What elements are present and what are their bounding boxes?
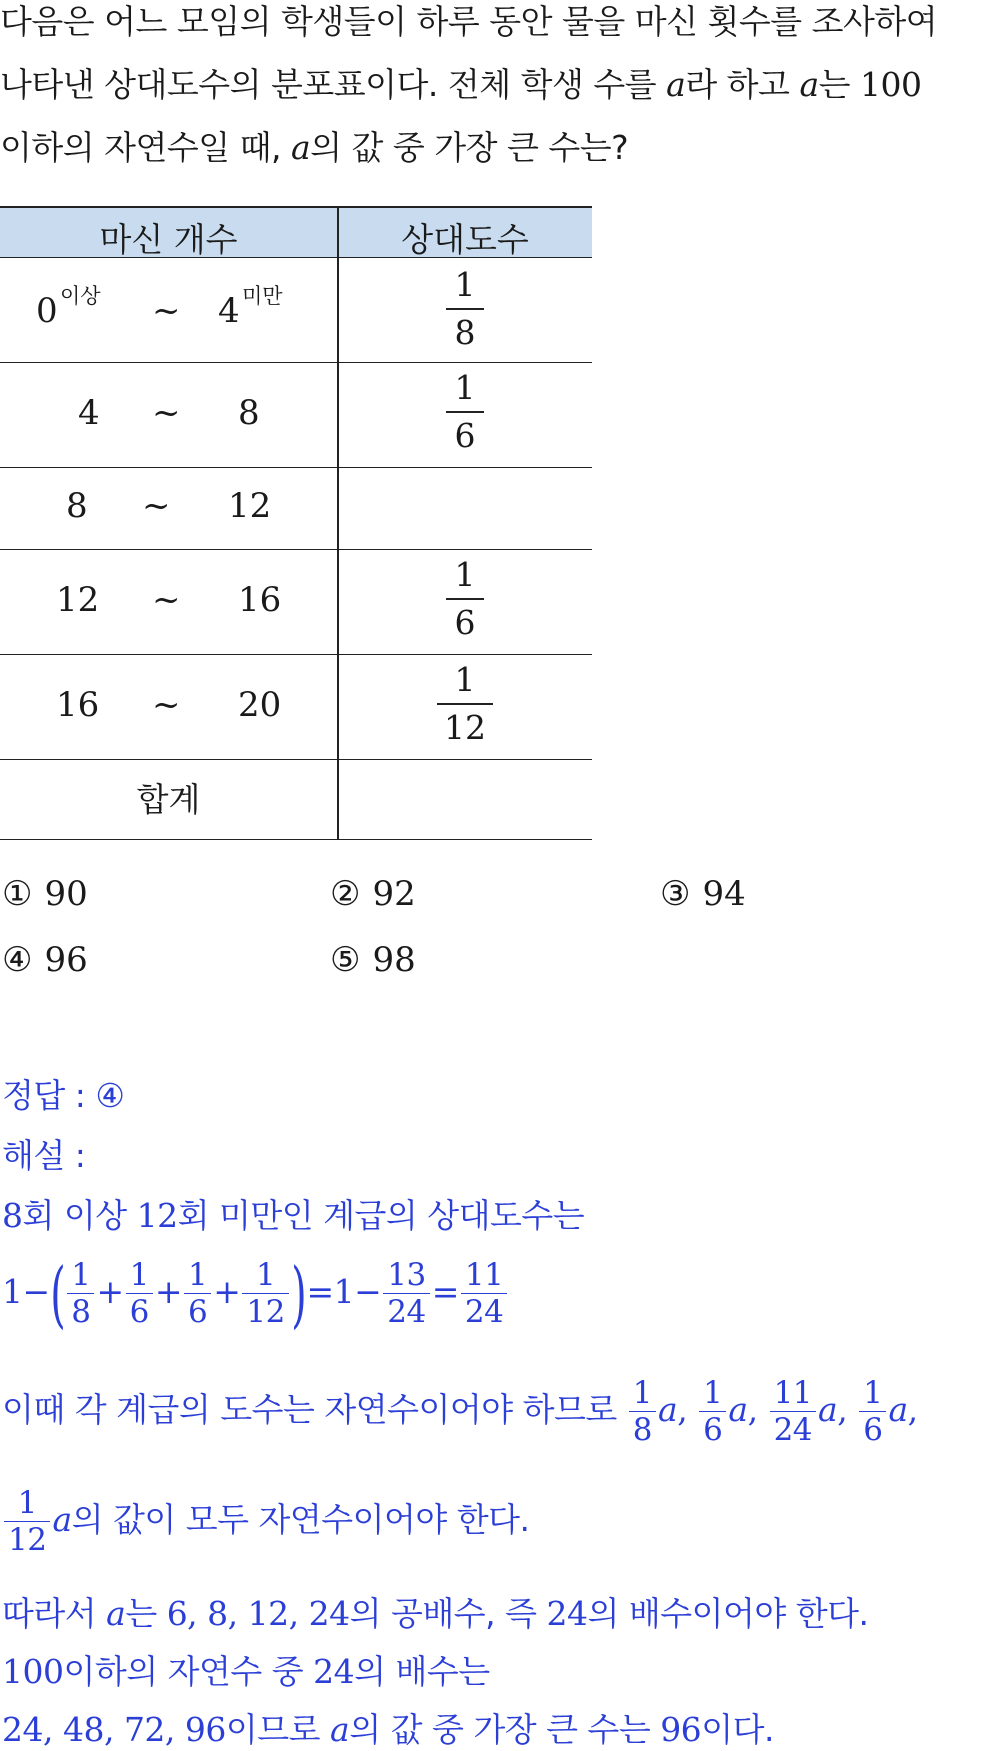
empty-cell xyxy=(338,468,592,549)
choice-3[interactable]: ③ 94 xyxy=(660,874,746,914)
number: 100 xyxy=(860,65,922,104)
fraction: $\frac{1}{6}$ xyxy=(184,1257,211,1331)
header-relative-frequency: 상대도수 xyxy=(401,220,529,259)
class-to: 20 xyxy=(238,685,282,725)
fraction: $\frac{1}{6}$ xyxy=(859,1375,886,1449)
relative-frequency-fraction: 1 6 xyxy=(420,556,510,642)
fraction: $\frac{1}{12}$ xyxy=(242,1257,288,1331)
solution-line-6: 100이하의 자연수 중 24의 배수는 xyxy=(2,1652,490,1691)
relative-frequency-fraction: 1 8 xyxy=(420,266,510,352)
tilde: ~ xyxy=(152,393,181,433)
explanation-label: 해설 : xyxy=(2,1136,86,1175)
question-text: 다음은 어느 모임의 학생들이 하루 동안 물을 마신 횟수를 조사하여 xyxy=(0,2,938,41)
fraction: $\frac{11}{24}$ xyxy=(461,1257,507,1331)
table-header-row xyxy=(0,206,592,258)
class-from: 0 xyxy=(36,291,58,331)
table-total-row xyxy=(0,760,592,840)
right-paren: ) xyxy=(291,1251,307,1336)
fraction: $\frac{11}{24}$ xyxy=(770,1375,816,1449)
variable-a: a xyxy=(666,65,686,104)
choice-1[interactable]: ① 90 xyxy=(2,874,88,914)
solution-line-4: $\frac{1}{12}$ a의 값이 모두 자연수이어야 한다. xyxy=(2,1478,530,1562)
class-from: 12 xyxy=(56,580,100,620)
question-text: 나타낸 상대도수의 분포표이다. 전체 학생 수를 xyxy=(0,65,667,104)
fraction: $\frac{1}{6}$ xyxy=(126,1257,153,1331)
solution-line-3: 이때 각 계급의 도수는 자연수이어야 하므로 $\frac{1}{8}$ a, $\frac{1}{6}$ a, $\frac{11}{24}$ a, $\frac{1}{6}$ a, xyxy=(2,1374,918,1449)
sup-upper: 미만 xyxy=(242,284,283,308)
relative-frequency-fraction: 1 12 xyxy=(420,661,510,747)
solution-line-5: 따라서 a는 6, 8, 12, 24의 공배수, 즉 24의 배수이어야 한다. xyxy=(2,1594,869,1633)
variable-a: a xyxy=(290,128,311,167)
tilde: ~ xyxy=(152,580,181,620)
class-to: 12 xyxy=(228,486,272,526)
class-to: 16 xyxy=(238,580,282,620)
table-divider xyxy=(337,206,339,840)
choice-5[interactable]: ⑤ 98 xyxy=(330,940,416,980)
table-row xyxy=(0,363,592,468)
question-text: 라 하고 xyxy=(685,65,800,104)
fraction: $\frac{1}{8}$ xyxy=(67,1257,94,1331)
fraction: $\frac{1}{12}$ xyxy=(4,1485,50,1559)
empty-cell xyxy=(338,760,592,839)
class-to: 8 xyxy=(238,393,260,433)
sup-lower: 이상 xyxy=(60,284,101,308)
tilde: ~ xyxy=(152,291,181,331)
table-row xyxy=(0,468,592,550)
fraction: $\frac{1}{6}$ xyxy=(699,1375,726,1449)
class-from: 4 xyxy=(78,393,100,433)
question-text: 의 값 중 가장 큰 수는? xyxy=(310,128,629,167)
left-paren: ( xyxy=(49,1251,66,1336)
question-text: 이하의 자연수일 때, xyxy=(0,128,291,167)
fraction: $\frac{13}{24}$ xyxy=(383,1257,429,1331)
answer-line: 정답 : ④ xyxy=(2,1076,125,1115)
class-from: 16 xyxy=(56,685,100,725)
question-line-1 xyxy=(0,2,937,42)
question-line-2 xyxy=(0,65,922,105)
table-row xyxy=(0,655,592,760)
header-count: 마신 개수 xyxy=(99,220,238,259)
solution-equation: 1−( $\frac{1}{8}$ + $\frac{1}{6}$ + $\frac{1}{6}$ + $\frac{1}{12}$ )=1− $\frac{13}{24}$ = $\frac{11}{24}$ xyxy=(2,1250,509,1336)
table-row xyxy=(0,258,592,363)
relative-frequency-fraction: 1 6 xyxy=(420,369,510,455)
tilde: ~ xyxy=(142,486,171,526)
variable-a: a xyxy=(799,65,819,104)
fraction: $\frac{1}{8}$ xyxy=(629,1375,656,1449)
choice-2[interactable]: ② 92 xyxy=(330,874,416,914)
question-line-3 xyxy=(0,128,628,168)
class-from: 8 xyxy=(66,486,88,526)
class-to: 4 xyxy=(218,291,240,331)
total-label: 합계 xyxy=(136,780,201,819)
choice-4[interactable]: ④ 96 xyxy=(2,940,88,980)
tilde: ~ xyxy=(152,685,181,725)
solution-line-7: 24, 48, 72, 96이므로 a의 값 중 가장 큰 수는 96이다. xyxy=(2,1710,774,1749)
table-row xyxy=(0,550,592,655)
question-text: 는 xyxy=(818,65,860,104)
solution-line-1: 8회 이상 12회 미만인 계급의 상대도수는 xyxy=(2,1196,585,1235)
